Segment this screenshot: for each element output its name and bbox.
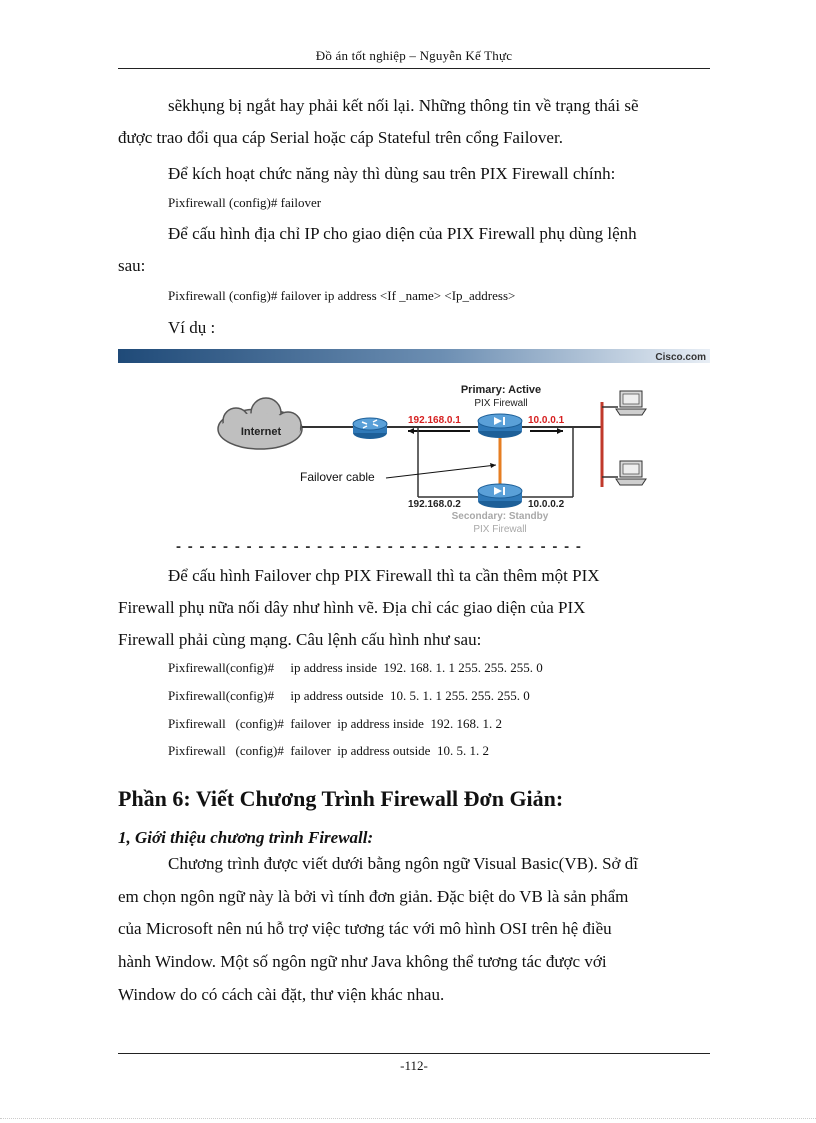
secondary-sublabel: PIX Firewall bbox=[473, 524, 527, 535]
code-line: Pixfirewall (config)# failover ip address <If _name> <Ip_address> bbox=[168, 288, 516, 303]
ip-secondary-inside: 10.0.0.2 bbox=[528, 499, 565, 510]
code-line: Pixfirewall(config)# ip address inside 192. 168. 1. 1 255. 255. 255. 0 bbox=[168, 660, 543, 675]
secondary-label: Secondary: Standby bbox=[451, 511, 549, 522]
paragraph-line: Firewall phụ nữa nối dây như hình vẽ. Địa chỉ các giao diện của PIX bbox=[118, 598, 586, 617]
page-header: Đồ án tốt nghiệp – Nguyễn Kế Thực bbox=[315, 48, 513, 63]
pix-firewall-secondary-icon bbox=[478, 484, 522, 508]
section-heading: Phần 6: Viết Chương Trình Firewall Đơn Giản: bbox=[118, 786, 564, 811]
internet-cloud-icon bbox=[218, 398, 302, 449]
code-line: Pixfirewall(config)# ip address outside 10. 5. 1. 1 255. 255. 255. 0 bbox=[168, 688, 530, 703]
paragraph-line: Chương trình được viết dưới bằng ngôn ngữ Visual Basic(VB). Sở dĩ bbox=[168, 854, 639, 873]
paragraph-line: Window do có cách cài đặt, thư viện khác nhau. bbox=[118, 985, 445, 1004]
code-line: Pixfirewall (config)# failover bbox=[168, 195, 322, 210]
code-line: Pixfirewall (config)# failover ip address inside 192. 168. 1. 2 bbox=[168, 716, 502, 731]
pc-icon bbox=[616, 391, 646, 415]
subsection-heading: 1, Giới thiệu chương trình Firewall: bbox=[118, 828, 374, 847]
failover-network-diagram bbox=[118, 347, 710, 542]
paragraph-line: sẽkhụng bị ngắt hay phải kết nối lại. Những thông tin về trạng thái sẽ bbox=[168, 96, 639, 115]
paragraph-line: Để cấu hình Failover chp PIX Firewall thì ta cần thêm một PIX bbox=[168, 566, 600, 585]
paragraph-line: em chọn ngôn ngữ này là bởi vì tính đơn giản. Đặc biệt do VB là sản phẩm bbox=[118, 887, 629, 906]
router-icon bbox=[353, 418, 387, 439]
header-rule bbox=[118, 68, 710, 69]
paragraph-line: Firewall phải cùng mạng. Câu lệnh cấu hình như sau: bbox=[118, 630, 482, 649]
ip-primary-outside: 192.168.0.1 bbox=[408, 415, 461, 426]
paragraph-line: của Microsoft nên nú hỗ trợ việc tương tác với mô hình OSI trên hệ điều bbox=[118, 919, 612, 938]
footer-rule bbox=[118, 1053, 710, 1054]
example-label: Ví dụ : bbox=[168, 318, 216, 337]
paragraph-line: Để cấu hình địa chỉ IP cho giao diện của PIX Firewall phụ dùng lệnh bbox=[168, 224, 637, 243]
pc-icon bbox=[616, 461, 646, 485]
label-pointer bbox=[386, 465, 496, 478]
ip-secondary-outside: 192.168.0.2 bbox=[408, 499, 461, 510]
ip-primary-inside: 10.0.0.1 bbox=[528, 415, 565, 426]
internet-label: Internet bbox=[240, 426, 282, 438]
page-number: -112- bbox=[400, 1058, 428, 1073]
cisco-brand: Cisco.com bbox=[655, 352, 706, 363]
paragraph-line: sau: bbox=[118, 256, 146, 275]
page-edge-divider bbox=[0, 1118, 816, 1119]
code-line: Pixfirewall (config)# failover ip address outside 10. 5. 1. 2 bbox=[168, 743, 489, 758]
paragraph-line: được trao đổi qua cáp Serial hoặc cáp Stateful trên cổng Failover. bbox=[118, 128, 563, 147]
figure-dash-divider: - - - - - - - - - - - - - - - - - - - - - - - - - - - - - - - - - - - bbox=[176, 538, 583, 555]
primary-label: Primary: Active bbox=[460, 384, 542, 396]
failover-cable-label: Failover cable bbox=[300, 470, 375, 484]
pix-firewall-primary-icon bbox=[478, 414, 522, 438]
paragraph-line: hành Window. Một số ngôn ngữ như Java không thể tương tác được với bbox=[118, 952, 607, 971]
primary-sublabel: PIX Firewall bbox=[474, 398, 528, 409]
paragraph-line: Để kích hoạt chức năng này thì dùng sau trên PIX Firewall chính: bbox=[168, 164, 616, 183]
header-band bbox=[118, 349, 710, 363]
